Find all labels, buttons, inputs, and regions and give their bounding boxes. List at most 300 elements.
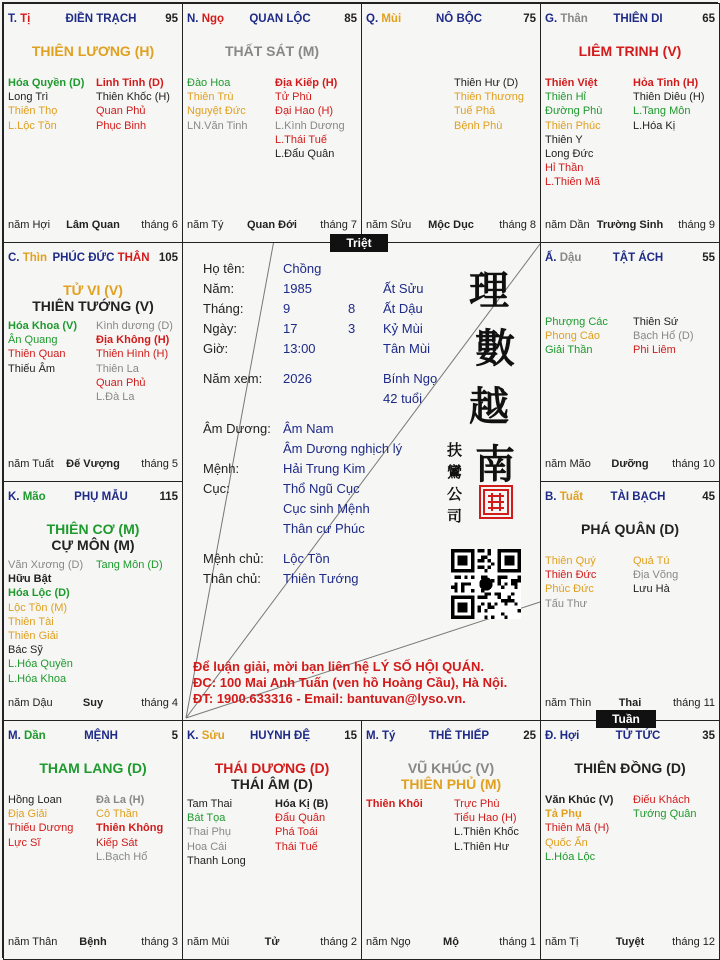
minor-star: Địa Giải xyxy=(8,808,48,821)
palace-header xyxy=(545,730,715,744)
palace-header xyxy=(8,13,178,27)
minor-star: Quan Phủ xyxy=(96,376,146,389)
branch-label xyxy=(8,252,47,264)
minor-star: Thiên Giải xyxy=(8,630,59,643)
center-panel xyxy=(179,239,537,717)
info-row xyxy=(203,321,453,339)
minor-star: Hỉ Thần xyxy=(545,162,584,175)
info-v: 9 xyxy=(283,301,291,316)
minor-star: Thiên Khốc (H) xyxy=(96,91,170,104)
palace-number: 35 xyxy=(702,730,715,742)
branch-prefix: N. xyxy=(187,13,202,25)
minor-stars-left xyxy=(545,793,613,864)
info-v3: 42 tuổi xyxy=(383,391,423,406)
minor-star: Hỏa Tinh (H) xyxy=(633,77,699,89)
info-v3: Tân Mùi xyxy=(383,341,430,356)
branch-name: Tý xyxy=(381,730,396,742)
minor-star: Văn Khúc (V) xyxy=(545,794,614,806)
branch-label xyxy=(8,730,46,742)
info-v: Thổ Ngũ Cục xyxy=(283,481,360,496)
palace-cell-hoi xyxy=(540,720,720,960)
palace-cell-than xyxy=(540,3,720,243)
branch-prefix: B. xyxy=(545,491,560,503)
minor-star: L.Đà La xyxy=(96,391,135,404)
info-row xyxy=(203,551,453,569)
info-row xyxy=(203,281,453,299)
palace-footer xyxy=(366,936,536,950)
palace-name: TÀI BẠCH xyxy=(610,491,666,503)
palace-header xyxy=(545,252,715,266)
main-star: THIÊN LƯƠNG (H) xyxy=(31,43,155,59)
footer-month: tháng 7 xyxy=(320,219,357,231)
branch-prefix: Đ. xyxy=(545,730,560,742)
footer-stage: Bệnh xyxy=(79,936,107,948)
footer-year: năm Tý xyxy=(187,219,224,231)
minor-star: L.Thái Tuế xyxy=(275,133,327,146)
minor-star: Thai Phụ xyxy=(187,826,232,839)
minor-star: Thiên Hình (H) xyxy=(96,348,169,361)
minor-star: Đường Phù xyxy=(545,105,603,118)
minor-star: Tả Phụ xyxy=(545,808,582,821)
palace-name: PHỤ MẪU xyxy=(74,491,128,503)
minor-star: Thiên Quý xyxy=(545,555,596,567)
main-stars xyxy=(4,760,182,776)
minor-star: L.Hóa Khoa xyxy=(8,672,67,685)
minor-star: Thiên Trù xyxy=(187,91,234,104)
calligraphy-char: 數 xyxy=(475,325,515,372)
palace-cell-dan xyxy=(3,720,183,960)
minor-stars-left xyxy=(8,793,73,850)
footer-year: năm Mão xyxy=(545,458,591,470)
palace-cell-ngo xyxy=(182,3,362,243)
info-k: Mệnh: xyxy=(203,461,240,476)
info-row xyxy=(203,571,453,589)
palace-cell-dau xyxy=(540,242,720,482)
main-star: TỬ VI (V) xyxy=(63,282,123,298)
minor-star: L.Hóa Kị xyxy=(633,119,676,132)
minor-stars-left xyxy=(8,558,83,686)
palace-footer xyxy=(187,936,357,950)
calligraphy-char: 理 xyxy=(469,267,509,314)
minor-star: Trực Phù xyxy=(454,798,500,810)
minor-stars-right xyxy=(96,319,173,404)
palace-number: 25 xyxy=(523,730,536,742)
branch-label xyxy=(366,730,395,742)
palace-header xyxy=(8,491,178,505)
palace-number: 55 xyxy=(702,252,715,264)
minor-star: Phi Liêm xyxy=(633,344,676,357)
footer-year: năm Dần xyxy=(545,219,590,231)
info-k: Họ tên: xyxy=(203,261,245,276)
minor-stars-left xyxy=(8,319,77,376)
main-stars xyxy=(4,43,182,59)
palace-cell-thin xyxy=(3,242,183,482)
footer-month: tháng 9 xyxy=(678,219,715,231)
minor-star: Phúc Đức xyxy=(545,583,594,596)
palace-name: ĐIỀN TRẠCH xyxy=(65,13,137,25)
minor-star: L.Bạch Hổ xyxy=(96,850,148,863)
info-k: Năm xem: xyxy=(203,371,263,386)
info-v3: Bính Ngọ xyxy=(383,371,438,386)
minor-star: Đà La (H) xyxy=(96,794,145,806)
minor-star: Bạch Hổ (D) xyxy=(633,330,694,343)
branch-name: Dần xyxy=(23,730,46,742)
minor-star: Cô Thần xyxy=(96,808,138,821)
minor-star: L.Thiên Khốc xyxy=(454,826,519,839)
branch-label xyxy=(8,13,30,25)
info-row xyxy=(203,521,453,539)
palace-name: TỬ TỨC xyxy=(615,730,661,742)
minor-star: Tử Phù xyxy=(275,91,312,104)
minor-star: Thiên Thương xyxy=(454,91,525,104)
minor-stars-right xyxy=(633,554,678,597)
info-v: Cục sinh Mệnh xyxy=(283,501,370,516)
palace-name: MỆNH xyxy=(84,730,118,742)
branch-name: Tuất xyxy=(559,491,584,503)
red-seal xyxy=(479,485,513,519)
branch-name: Mùi xyxy=(381,13,402,25)
minor-star: Tang Môn (D) xyxy=(96,559,163,571)
footer-year: năm Tị xyxy=(545,936,579,948)
palace-number: 45 xyxy=(702,491,715,503)
palace-footer xyxy=(545,458,715,472)
palace-footer xyxy=(545,697,715,711)
minor-star: L.Hóa Quyền xyxy=(8,658,73,671)
minor-star: Thiên Quan xyxy=(8,348,66,361)
info-k: Ngày: xyxy=(203,321,237,336)
main-stars xyxy=(541,43,719,59)
info-row xyxy=(203,421,453,439)
main-stars xyxy=(4,521,182,553)
info-row xyxy=(203,261,453,279)
palace-cell-mao xyxy=(3,481,183,721)
branch-prefix: M. xyxy=(366,730,382,742)
footer-month: tháng 11 xyxy=(672,697,715,709)
main-star: THIÊN PHỦ (M) xyxy=(400,776,502,792)
palace-cell-tuat xyxy=(540,481,720,721)
main-stars xyxy=(4,282,182,314)
palace-header xyxy=(366,13,536,27)
footer-stage: Suy xyxy=(82,697,104,709)
info-row xyxy=(203,501,453,519)
minor-star: Điếu Khách xyxy=(633,794,690,806)
minor-star: L.Đẩu Quân xyxy=(275,148,335,161)
contact-line: ĐC: 100 Mai Anh Tuấn (ven hồ Hoàng Cầu), Hà Nội. xyxy=(193,675,508,690)
footer-year: năm Hợi xyxy=(8,219,51,231)
palace-name: THIÊN DI xyxy=(613,13,663,25)
minor-star: Hóa Quyền (D) xyxy=(8,77,85,89)
minor-star: Thiên Đức xyxy=(545,569,597,582)
footer-month: tháng 6 xyxy=(141,219,178,231)
branch-prefix: M. xyxy=(8,730,24,742)
info-row xyxy=(203,441,453,459)
footer-stage: Mộ xyxy=(443,936,459,948)
minor-star: Thiên Diêu (H) xyxy=(633,91,705,104)
palace-footer xyxy=(8,936,178,950)
minor-star: Thiên Tài xyxy=(8,615,54,628)
minor-star: Thanh Long xyxy=(187,854,246,867)
palace-name: PHÚC ĐỨC THÂN xyxy=(52,252,150,264)
palace-footer xyxy=(8,697,178,711)
info-v: 13:00 xyxy=(283,341,316,356)
branch-label xyxy=(366,13,401,25)
minor-stars-left xyxy=(187,797,246,868)
minor-star: Thiên Hư (D) xyxy=(454,77,519,89)
footer-year: năm Ngọ xyxy=(366,936,411,948)
minor-stars-left xyxy=(366,797,423,811)
contact-line: Để luận giải, mời bạn liên hệ LÝ SỐ HỘI QUÁN. xyxy=(193,659,484,674)
main-star: THIÊN CƠ (M) xyxy=(46,521,140,537)
info-v: Âm Dương nghịch lý xyxy=(283,441,403,456)
footer-year: năm Dậu xyxy=(8,697,53,709)
palace-number: 65 xyxy=(702,13,715,25)
minor-star: Long Trì xyxy=(8,91,49,104)
tuan-marker: Tuần xyxy=(596,710,656,728)
palace-name: HUYNH ĐỆ xyxy=(249,730,311,742)
minor-star: Địa Võng xyxy=(633,569,679,582)
info-row xyxy=(203,461,453,479)
footer-month: tháng 2 xyxy=(320,936,357,948)
minor-star: Tam Thai xyxy=(187,798,233,810)
info-row xyxy=(203,341,453,359)
info-k: Âm Dương: xyxy=(203,421,271,436)
minor-star: Hóa Khoa (V) xyxy=(8,320,78,332)
minor-stars-left xyxy=(545,76,602,190)
minor-star: Thiên Mã (H) xyxy=(545,822,610,835)
contact-line: ĐT: 1900.633316 - Email: bantuvan@lyso.vn. xyxy=(193,691,466,706)
branch-prefix: T. xyxy=(8,13,21,25)
minor-star: Hóa Lộc (D) xyxy=(8,587,70,600)
palace-number: 5 xyxy=(171,730,178,742)
info-row xyxy=(203,391,453,409)
branch-label xyxy=(545,730,579,742)
minor-stars-right xyxy=(275,76,345,161)
info-k: Mệnh chủ: xyxy=(203,551,264,566)
footer-stage: Tuyệt xyxy=(615,936,645,948)
minor-star: Quốc Ấn xyxy=(545,836,588,849)
minor-stars-left xyxy=(187,76,248,133)
minor-star: Lưu Hà xyxy=(633,583,670,596)
minor-star: Thiên Hỉ xyxy=(545,91,586,104)
minor-star: Kình dương (D) xyxy=(96,320,173,332)
palace-name: TẬT ÁCH xyxy=(612,252,664,264)
palace-footer xyxy=(366,219,536,233)
minor-star: Ân Quang xyxy=(8,334,58,347)
footer-month: tháng 8 xyxy=(499,219,536,231)
palace-footer xyxy=(187,219,357,233)
info-k: Giờ: xyxy=(203,341,229,356)
info-v: Thiên Tướng xyxy=(283,571,359,586)
minor-star: Tiểu Hao (H) xyxy=(454,812,517,825)
branch-prefix: G. xyxy=(545,13,561,25)
minor-star: Hữu Bật xyxy=(8,573,52,586)
minor-star: Thiên Sứ xyxy=(633,316,679,328)
info-v3: Kỷ Mùi xyxy=(383,321,423,336)
main-star: PHÁ QUÂN (D) xyxy=(581,521,679,537)
main-star: THIÊN ĐỒNG (D) xyxy=(574,760,686,776)
footer-stage: Dưỡng xyxy=(611,458,649,470)
footer-year: năm Thìn xyxy=(545,697,592,709)
footer-month: tháng 10 xyxy=(672,458,715,470)
main-star: THÁI ÂM (D) xyxy=(231,776,313,792)
minor-star: Thiếu Âm xyxy=(8,362,56,375)
branch-label xyxy=(545,252,581,264)
minor-star: Quả Tú xyxy=(633,555,670,567)
palace-header xyxy=(8,730,178,744)
minor-star: Lộc Tồn (M) xyxy=(8,601,68,614)
palace-number: 15 xyxy=(344,730,357,742)
main-star: THẤT SÁT (M) xyxy=(224,43,320,59)
branch-label xyxy=(545,13,588,25)
palace-header xyxy=(545,13,715,27)
minor-star: Bệnh Phù xyxy=(454,119,503,132)
footer-month: tháng 3 xyxy=(141,936,178,948)
main-stars xyxy=(183,43,361,59)
minor-stars-right xyxy=(633,793,697,821)
minor-star: Bác Sỹ xyxy=(8,644,43,657)
minor-star: Long Đức xyxy=(545,148,594,161)
minor-star: Phục Binh xyxy=(96,119,147,132)
palace-cell-ty xyxy=(3,3,183,243)
footer-year: năm Mùi xyxy=(187,936,230,948)
main-star: VŨ KHÚC (V) xyxy=(407,760,495,776)
minor-star: Thiếu Dương xyxy=(8,822,74,835)
branch-name: Hợi xyxy=(559,730,580,742)
branch-prefix: C. xyxy=(8,252,23,264)
footer-month: tháng 12 xyxy=(672,936,715,948)
minor-stars-right xyxy=(454,797,519,854)
footer-month: tháng 4 xyxy=(141,697,178,709)
minor-star: Giải Thần xyxy=(545,344,593,357)
minor-star: Thiên Việt xyxy=(545,77,598,89)
palace-number: 115 xyxy=(159,491,178,503)
info-v: Chồng xyxy=(283,261,322,276)
info-row xyxy=(203,481,453,499)
minor-star: Tuế Phá xyxy=(454,105,496,118)
info-k: Năm: xyxy=(203,281,235,296)
main-star: THAM LANG (D) xyxy=(39,760,147,776)
palace-name: THÊ THIẾP xyxy=(428,730,490,742)
info-k: Cục: xyxy=(203,481,230,496)
branch-label xyxy=(545,491,583,503)
minor-star: Hóa Kị (B) xyxy=(275,798,329,810)
minor-star: Phá Toái xyxy=(275,826,318,839)
branch-name: Sửu xyxy=(201,730,225,742)
minor-star: Thiên Phúc xyxy=(545,119,601,132)
info-v: 1985 xyxy=(283,281,312,296)
minor-star: Bát Tọa xyxy=(187,812,226,825)
minor-stars-right xyxy=(96,558,163,572)
minor-stars-left xyxy=(545,315,608,358)
minor-star: L.Lộc Tồn xyxy=(8,119,57,132)
minor-star: L.Tang Môn xyxy=(633,105,691,118)
palace-footer xyxy=(545,936,715,950)
palace-header xyxy=(187,730,357,744)
minor-stars-right xyxy=(96,793,163,864)
palace-name: QUAN LỘC xyxy=(249,13,311,25)
footer-stage: Mộc Dục xyxy=(428,219,474,231)
info-v: 17 xyxy=(283,321,298,336)
palace-cell-ty2 xyxy=(361,720,541,960)
footer-stage: Quan Đới xyxy=(247,219,297,231)
main-stars xyxy=(541,760,719,776)
branch-name: Ngọ xyxy=(201,13,225,25)
minor-star: L.Thiên Hư xyxy=(454,840,510,853)
minor-stars-left xyxy=(8,76,84,133)
minor-star: Nguyệt Đức xyxy=(187,105,246,118)
palace-footer xyxy=(545,219,715,233)
palace-header xyxy=(187,13,357,27)
minor-stars-right xyxy=(275,797,328,854)
footer-stage: Đế Vượng xyxy=(66,458,120,470)
footer-year: năm Sửu xyxy=(366,219,412,231)
minor-star: Thiên La xyxy=(96,362,139,375)
palace-header xyxy=(366,730,536,744)
minor-star: Thái Tuế xyxy=(275,840,318,853)
minor-star: Thiên Không xyxy=(96,822,164,835)
palace-header xyxy=(8,252,178,266)
minor-star: LN.Văn Tinh xyxy=(187,119,248,132)
branch-prefix: Q. xyxy=(366,13,382,25)
minor-star: Linh Tinh (D) xyxy=(96,77,164,89)
palace-footer xyxy=(8,219,178,233)
footer-stage: Tử xyxy=(264,936,280,948)
footer-stage: Lâm Quan xyxy=(66,219,120,231)
palace-number: 105 xyxy=(158,252,178,264)
palace-number: 95 xyxy=(165,13,178,25)
info-v: 2026 xyxy=(283,371,312,386)
minor-star: Thiên Y xyxy=(545,133,583,146)
minor-star: Thiên Thọ xyxy=(8,105,58,118)
palace-header xyxy=(545,491,715,505)
minor-star: Quan Phủ xyxy=(96,105,146,118)
minor-star: Phong Cáo xyxy=(545,330,601,343)
info-v: Âm Nam xyxy=(283,421,334,436)
branch-name: Mão xyxy=(22,491,46,503)
footer-stage: Thai xyxy=(618,697,642,709)
palace-cell-mui xyxy=(361,3,541,243)
minor-stars-right xyxy=(633,76,705,133)
minor-star: Địa Không (H) xyxy=(96,334,170,347)
palace-name: NÔ BỘC xyxy=(436,13,482,25)
main-stars xyxy=(362,760,540,792)
footer-year: năm Tuất xyxy=(8,458,54,470)
minor-star: Địa Kiếp (H) xyxy=(275,77,338,89)
main-stars xyxy=(183,760,361,792)
footer-month: tháng 5 xyxy=(141,458,178,470)
info-v: Thân cư Phúc xyxy=(283,521,365,536)
seal-side-text: 扶鸞公司 xyxy=(447,441,463,525)
calligraphy-char: 越 xyxy=(469,383,509,430)
main-stars xyxy=(541,521,719,537)
main-star: CỰ MÔN (M) xyxy=(51,537,135,553)
palace-suffix: THÂN xyxy=(114,252,150,264)
minor-star: Hoa Cái xyxy=(187,840,227,853)
minor-star: Tướng Quân xyxy=(633,808,697,821)
palace-cell-suu xyxy=(182,720,362,960)
minor-star: Phượng Các xyxy=(545,316,608,328)
branch-name: Dậu xyxy=(559,252,582,264)
minor-star: L.Thiên Mã xyxy=(545,176,601,189)
minor-stars-right xyxy=(633,315,694,358)
minor-star: Hồng Loan xyxy=(8,794,62,806)
info-k: Thân chủ: xyxy=(203,571,261,586)
minor-stars-right xyxy=(454,76,524,133)
info-v2: 3 xyxy=(348,321,356,336)
main-star: THIÊN TƯỚNG (V) xyxy=(32,298,154,314)
main-star: LIÊM TRINH (V) xyxy=(578,43,682,59)
minor-star: Đại Hao (H) xyxy=(275,105,334,118)
